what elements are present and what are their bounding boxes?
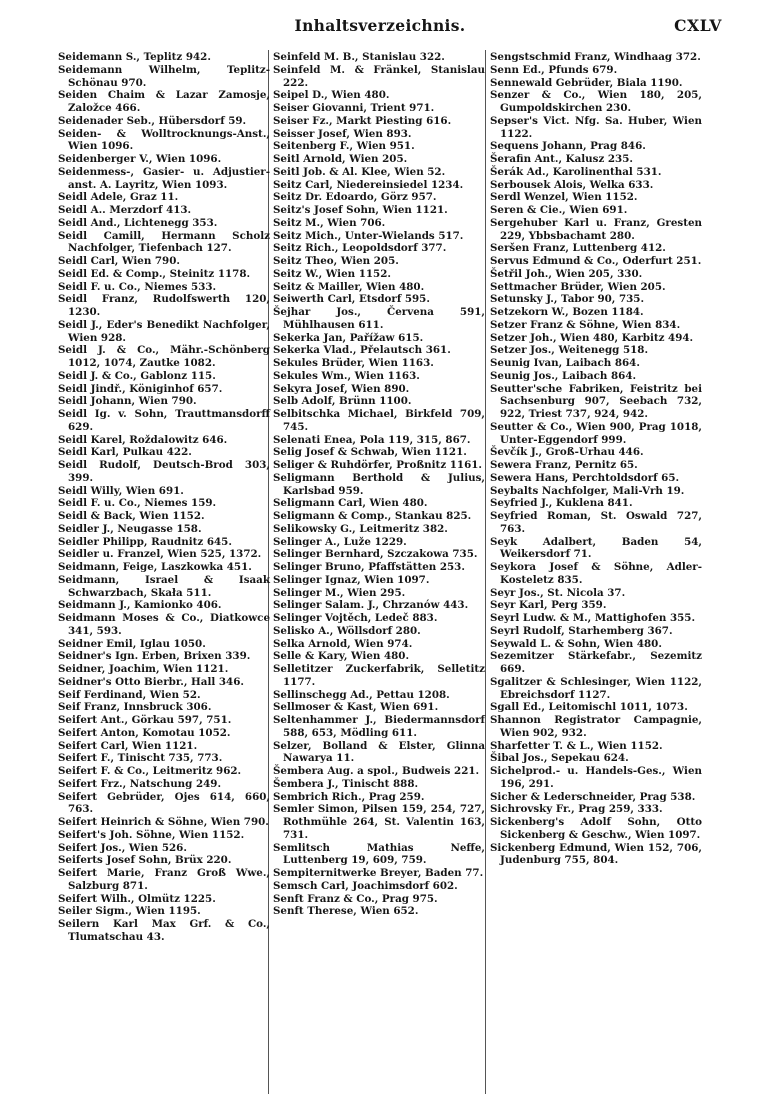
index-entry: Seidl Ig. v. Sohn, Trauttmansdorff 629. bbox=[58, 408, 270, 433]
index-entry: Senft Therese, Wien 652. bbox=[273, 905, 419, 918]
index-entry: Seidl J., Eder's Benedikt Nachfolger, Wien 928. bbox=[58, 318, 270, 344]
index-entry: Seyrl Rudolf, Starhemberg 367. bbox=[490, 624, 673, 637]
index-entry: Seidemann Wilhelm, Teplitz-Schönau 970. bbox=[58, 63, 270, 89]
index-entry: Seligmann Carl, Wien 480. bbox=[273, 497, 428, 510]
index-entry: Seitz M., Wien 706. bbox=[273, 216, 386, 229]
index-entry: Seidl Karl, Pulkau 422. bbox=[58, 446, 192, 459]
index-entry: Seidl And., Lichtenegg 353. bbox=[58, 216, 218, 229]
index-entry: Seywald L. & Sohn, Wien 480. bbox=[490, 637, 662, 650]
index-entry: Seyr Karl, Perg 359. bbox=[490, 599, 607, 612]
index-entry: Seidner's Ign. Erben, Brixen 339. bbox=[58, 650, 251, 663]
index-entry: Seidenberger V., Wien 1096. bbox=[58, 153, 222, 165]
index-entry: Seifert's Joh. Söhne, Wien 1152. bbox=[58, 828, 245, 841]
index-entry: Seifert Heinrich & Söhne, Wien 790. bbox=[58, 816, 269, 828]
index-entry: Seliger & Ruhdörfer, Proßnitz 1161. bbox=[273, 459, 482, 471]
index-entry: Setunsky J., Tabor 90, 735. bbox=[490, 293, 645, 306]
index-entry: Seutter & Co., Wien 900, Prag 1018, Unter-Eggendorf 999. bbox=[490, 420, 702, 446]
index-entry: Seidl Johann, Wien 790. bbox=[58, 395, 197, 408]
index-entry: Seifert F. & Co., Leitmeritz 962. bbox=[58, 765, 242, 777]
index-entry: Sergehuber Karl u. Franz, Gresten 229, Ybbsbachamt 280. bbox=[490, 216, 702, 242]
index-entry: Setzer Franz & Söhne, Wien 834. bbox=[490, 318, 681, 331]
index-entry: Seipel D., Wien 480. bbox=[273, 89, 390, 102]
index-entry: Seidl & Back, Wien 1152. bbox=[58, 510, 205, 522]
index-entry: Seidl Rudolf, Deutsch-Brod 303, 399. bbox=[58, 459, 270, 484]
index-entry: Seitz Theo, Wien 205. bbox=[273, 255, 399, 267]
index-entry: Seligmann Berthold & Julius, Karlsbad 959. bbox=[273, 471, 485, 497]
index-entry: Selinger M., Wien 295. bbox=[273, 586, 406, 599]
index-entry: Semlitsch Mathias Neffe, Luttenberg 19, 609, 759. bbox=[273, 841, 485, 867]
index-entry: Serbousek Alois, Welka 633. bbox=[490, 178, 654, 191]
index-entry: Selka Arnold, Wien 974. bbox=[273, 637, 413, 650]
index-entry: Seiden- & Wolltrocknungs-Anst., Wien 1096. bbox=[58, 127, 270, 153]
index-entry: Sellinschegg Ad., Pettau 1208. bbox=[273, 688, 450, 701]
index-entry: Sicher & Lederschneider, Prag 538. bbox=[490, 790, 696, 803]
index-entry: Šembera J., Tinischt 888. bbox=[273, 777, 419, 790]
index-entry: Seidl Franz, Rudolfswerth 120, 1230. bbox=[58, 293, 270, 318]
index-entry: Seidl F. u. Co., Niemes 533. bbox=[58, 280, 217, 293]
index-entry: Sewera Franz, Pernitz 65. bbox=[490, 459, 638, 471]
column-divider bbox=[485, 50, 486, 1094]
index-entry: Seitz Rich., Leopoldsdorf 377. bbox=[273, 242, 447, 255]
index-entry: Seyfried Roman, St. Oswald 727, 763. bbox=[490, 510, 702, 535]
index-entry: Sengstschmid Franz, Windhaag 372. bbox=[490, 51, 701, 63]
index-entry: Seyr Jos., St. Nicola 37. bbox=[490, 586, 626, 599]
index-entry: Sepser's Vict. Nfg. Sa. Huber, Wien 1122. bbox=[490, 114, 702, 140]
index-entry: Seidenader Seb., Hübersdorf 59. bbox=[58, 114, 247, 127]
index-entry: Sennewald Gebrüder, Biala 1190. bbox=[490, 76, 683, 89]
index-entry: Seiler Sigm., Wien 1195. bbox=[58, 905, 201, 918]
index-column-3 bbox=[490, 51, 702, 867]
index-entry: Seitz W., Wien 1152. bbox=[273, 267, 391, 280]
index-column-2 bbox=[273, 51, 485, 918]
index-entry: Seidner's Otto Bierbr., Hall 346. bbox=[58, 675, 244, 688]
index-entry: Selletitzer Zuckerfabrik, Selletitz 1177. bbox=[273, 663, 485, 688]
index-entry: Seybalts Nachfolger, Mali-Vrh 19. bbox=[490, 484, 685, 497]
page-number: CXLV bbox=[674, 16, 722, 35]
index-entry: Sharfetter T. & L., Wien 1152. bbox=[490, 739, 663, 752]
page-title: Inhaltsverzeichnis. bbox=[294, 16, 466, 35]
index-entry: Seiden Chaim & Lazar Zamosje, Založce 466. bbox=[58, 89, 270, 114]
index-entry: Serdl Wenzel, Wien 1152. bbox=[490, 191, 638, 204]
index-entry: Seidler u. Franzel, Wien 525, 1372. bbox=[58, 548, 262, 561]
index-entry: Selinger Ignaz, Wien 1097. bbox=[273, 573, 430, 586]
index-entry: Sickenberg's Adolf Sohn, Otto Sickenberg & Geschw., Wien 1097. bbox=[490, 816, 702, 841]
index-entry: Seyrl Ludw. & M., Mattighofen 355. bbox=[490, 612, 696, 624]
index-entry: Seiser Giovanni, Trient 971. bbox=[273, 102, 435, 114]
index-entry: Seiferts Josef Sohn, Brüx 220. bbox=[58, 854, 232, 867]
index-entry: Seidl A.. Merzdorf 413. bbox=[58, 204, 192, 216]
index-entry: Seitl Arnold, Wien 205. bbox=[273, 153, 408, 165]
index-entry: Seunig Ivan, Laibach 864. bbox=[490, 357, 640, 369]
index-entry: Seifert F., Tinischt 735, 773. bbox=[58, 752, 223, 765]
index-entry: Seyfried J., Kuklena 841. bbox=[490, 497, 633, 510]
index-entry: Seifert Ant., Görkau 597, 751. bbox=[58, 714, 232, 726]
index-entry: Selinger Bruno, Pfaffstätten 253. bbox=[273, 561, 465, 573]
index-entry: Seinfeld M. B., Stanislau 322. bbox=[273, 51, 445, 63]
index-entry: Šejhar Jos., Červena 591, Mühlhausen 611. bbox=[273, 306, 485, 331]
index-entry: Seiwerth Carl, Etsdorf 595. bbox=[273, 293, 430, 306]
index-entry: Seifert Jos., Wien 526. bbox=[58, 841, 187, 854]
index-entry: Selig Josef & Schwab, Wien 1121. bbox=[273, 446, 467, 459]
index-entry: Seyk Adalbert, Baden 54, Weikersdorf 71. bbox=[490, 535, 702, 561]
index-entry: Sekyra Josef, Wien 890. bbox=[273, 382, 410, 395]
index-entry: Šibal Jos., Sepekau 624. bbox=[490, 752, 629, 765]
index-entry: Sgalitzer & Schlesinger, Wien 1122, Ebreichsdorf 1127. bbox=[490, 675, 702, 701]
index-entry: Sichrovsky Fr., Prag 259, 333. bbox=[490, 803, 663, 816]
index-entry: Sekerka Jan, Pařížaw 615. bbox=[273, 331, 424, 344]
index-entry: Seidemann S., Teplitz 942. bbox=[58, 51, 211, 63]
index-entry: Selinger Salam. J., Chrzanów 443. bbox=[273, 599, 469, 612]
index-entry: Seunig Jos., Laibach 864. bbox=[490, 369, 637, 382]
index-entry: Šerafin Ant., Kalusz 235. bbox=[490, 153, 633, 165]
index-entry: Šerák Ad., Karolinenthal 531. bbox=[490, 165, 662, 178]
index-entry: Sekerka Vlad., Přelautsch 361. bbox=[273, 344, 451, 357]
index-entry: Seinfeld M. & Fränkel, Stanislau 222. bbox=[273, 63, 485, 89]
index-entry: Sgall Ed., Leitomischl 1011, 1073. bbox=[490, 701, 688, 714]
index-entry: Seitz Dr. Edoardo, Görz 957. bbox=[273, 191, 437, 204]
index-entry: Seidl Jindř., Königinhof 657. bbox=[58, 382, 223, 395]
index-entry: Selinger Vojtěch, Ledeč 883. bbox=[273, 612, 438, 624]
index-entry: Seitz & Mailler, Wien 480. bbox=[273, 280, 425, 293]
index-entry: Sickenberg Edmund, Wien 152, 706, Judenburg 755, 804. bbox=[490, 841, 702, 867]
index-entry: Sewera Hans, Perchtoldsdorf 65. bbox=[490, 471, 680, 484]
index-entry: Seif Ferdinand, Wien 52. bbox=[58, 688, 201, 701]
index-entry: Seidmann, Feige, Laszkowka 451. bbox=[58, 561, 252, 573]
index-entry: Ševčík J., Groß-Urhau 446. bbox=[490, 446, 644, 459]
index-entry: Seifert Anton, Komotau 1052. bbox=[58, 726, 231, 739]
index-entry: Sezemitzer Stärkefabr., Sezemitz 669. bbox=[490, 650, 702, 675]
index-entry: Seutter'sche Fabriken, Feistritz bei Sachsenburg 907, Seebach 732, 922, Triest 737, 924, 942. bbox=[490, 382, 702, 420]
index-entry: Seifert Carl, Wien 1121. bbox=[58, 739, 198, 752]
index-entry: Seligmann & Comp., Stankau 825. bbox=[273, 510, 472, 522]
index-entry: Seidl Carl, Wien 790. bbox=[58, 255, 180, 267]
index-entry: Settmacher Brüder, Wien 205. bbox=[490, 280, 666, 293]
index-entry: Seidenmess-, Gasier- u. Adjustier-anst. A. Layritz, Wien 1093. bbox=[58, 165, 270, 191]
index-entry: Šetřil Joh., Wien 205, 330. bbox=[490, 267, 643, 280]
index-entry: Seidl Camill, Hermann Scholz Nachfolger, Tiefenbach 127. bbox=[58, 229, 270, 255]
index-entry: Seitz Carl, Niedereinsiedel 1234. bbox=[273, 178, 464, 191]
index-entry: Selbitschka Michael, Birkfeld 709, 745. bbox=[273, 408, 485, 433]
index-entry: Seifert Frz., Natschung 249. bbox=[58, 777, 222, 790]
index-entry: Senn Ed., Pfunds 679. bbox=[490, 63, 618, 76]
index-entry: Seidl Adele, Graz 11. bbox=[58, 191, 179, 204]
index-entry: Setzer Jos., Weitenegg 518. bbox=[490, 344, 649, 357]
index-entry: Sempiternitwerke Breyer, Baden 77. bbox=[273, 867, 484, 879]
index-entry: Seidler J., Neugasse 158. bbox=[58, 522, 202, 535]
index-entry: Seif Franz, Innsbruck 306. bbox=[58, 701, 212, 714]
index-entry: Sequens Johann, Prag 846. bbox=[490, 140, 646, 153]
index-entry: Sekules Wm., Wien 1163. bbox=[273, 369, 420, 382]
index-entry: Seidl J. & Co., Mähr.-Schönberg 1012, 1074, Zautke 1082. bbox=[58, 344, 270, 369]
index-entry: Seykora Josef & Söhne, Adler-Kosteletz 835. bbox=[490, 561, 702, 586]
index-entry: Seitenberg F., Wien 951. bbox=[273, 140, 415, 153]
index-entry: Seifert Gebrüder, Ojes 614, 660, 763. bbox=[58, 790, 270, 816]
index-entry: Seren & Cie., Wien 691. bbox=[490, 204, 628, 216]
index-entry: Seitl Job. & Al. Klee, Wien 52. bbox=[273, 165, 446, 178]
index-entry: Selinger A., Luže 1229. bbox=[273, 535, 407, 548]
index-entry: Setzer Joh., Wien 480, Karbitz 494. bbox=[490, 331, 694, 344]
index-entry: Senft Franz & Co., Prag 975. bbox=[273, 892, 438, 905]
index-entry: Selb Adolf, Brünn 1100. bbox=[273, 395, 412, 408]
index-entry: Seidl F. u. Co., Niemes 159. bbox=[58, 497, 217, 510]
index-entry: Seidner Emil, Iglau 1050. bbox=[58, 637, 206, 650]
index-entry: Setzekorn W., Bozen 1184. bbox=[490, 306, 644, 318]
index-entry: Selenati Enea, Pola 119, 315, 867. bbox=[273, 433, 471, 446]
index-entry: Seisser Josef, Wien 893. bbox=[273, 127, 412, 140]
index-entry: Seršen Franz, Luttenberg 412. bbox=[490, 242, 666, 255]
index-entry: Selisko A., Wöllsdorf 280. bbox=[273, 624, 421, 637]
index-entry: Seifert Marie, Franz Groß Wwe., Salzburg 871. bbox=[58, 867, 270, 892]
index-entry: Seidmann Moses & Co., Diatkowce 341, 593. bbox=[58, 612, 270, 637]
index-entry: Seitz's Josef Sohn, Wien 1121. bbox=[273, 204, 448, 216]
index-entry: Selikowsky G., Leitmeritz 382. bbox=[273, 522, 448, 535]
index-entry: Servus Edmund & Co., Oderfurt 251. bbox=[490, 255, 702, 267]
index-entry: Seidl Willy, Wien 691. bbox=[58, 484, 184, 497]
index-entry: Sembrich Rich., Prag 259. bbox=[273, 790, 425, 803]
index-entry: Sekules Brüder, Wien 1163. bbox=[273, 357, 434, 369]
index-entry: Seltenhammer J., Biedermannsdorf 588, 653, Mödling 611. bbox=[273, 714, 485, 739]
index-entry: Senzer & Co., Wien 180, 205, Gumpoldskirchen 230. bbox=[490, 89, 702, 114]
index-entry: Seifert Wilh., Olmütz 1225. bbox=[58, 892, 216, 905]
index-entry: Selle & Kary, Wien 480. bbox=[273, 650, 410, 663]
index-entry: Sichelprod.- u. Handels-Ges., Wien 196, 291. bbox=[490, 765, 702, 790]
index-entry: Seidmann, Israel & Isaak Schwarzbach, Skała 511. bbox=[58, 573, 270, 599]
index-entry: Seiser Fz., Markt Piesting 616. bbox=[273, 114, 452, 127]
index-entry: Seitz Mich., Unter-Wielands 517. bbox=[273, 229, 464, 242]
index-entry: Seidl J. & Co., Gablonz 115. bbox=[58, 369, 216, 382]
index-entry: Seidl Karel, Roždalowitz 646. bbox=[58, 433, 228, 446]
index-entry: Seidmann J., Kamionko 406. bbox=[58, 599, 222, 612]
index-entry: Semsch Carl, Joachimsdorf 602. bbox=[273, 879, 458, 892]
index-entry: Seidner, Joachim, Wien 1121. bbox=[58, 663, 229, 675]
index-entry: Shannon Registrator Campagnie, Wien 902, 932. bbox=[490, 714, 702, 739]
index-entry: Sellmoser & Kast, Wien 691. bbox=[273, 701, 439, 714]
index-entry: Selinger Bernhard, Szczakowa 735. bbox=[273, 548, 478, 561]
index-entry: Seidler Philipp, Raudnitz 645. bbox=[58, 535, 232, 548]
index-entry: Šembera Aug. a spol., Budweis 221. bbox=[273, 765, 480, 777]
index-entry: Selzer, Bolland & Elster, Glinna Nawarya 11. bbox=[273, 739, 485, 765]
index-entry: Semler Simon, Pilsen 159, 254, 727, Rothmühle 264, St. Valentin 163, 731. bbox=[273, 803, 485, 841]
index-column-1 bbox=[58, 51, 270, 944]
index-entry: Seilern Karl Max Grf. & Co., Tlumatschau 43. bbox=[58, 918, 270, 943]
index-entry: Seidl Ed. & Comp., Steinitz 1178. bbox=[58, 267, 251, 280]
